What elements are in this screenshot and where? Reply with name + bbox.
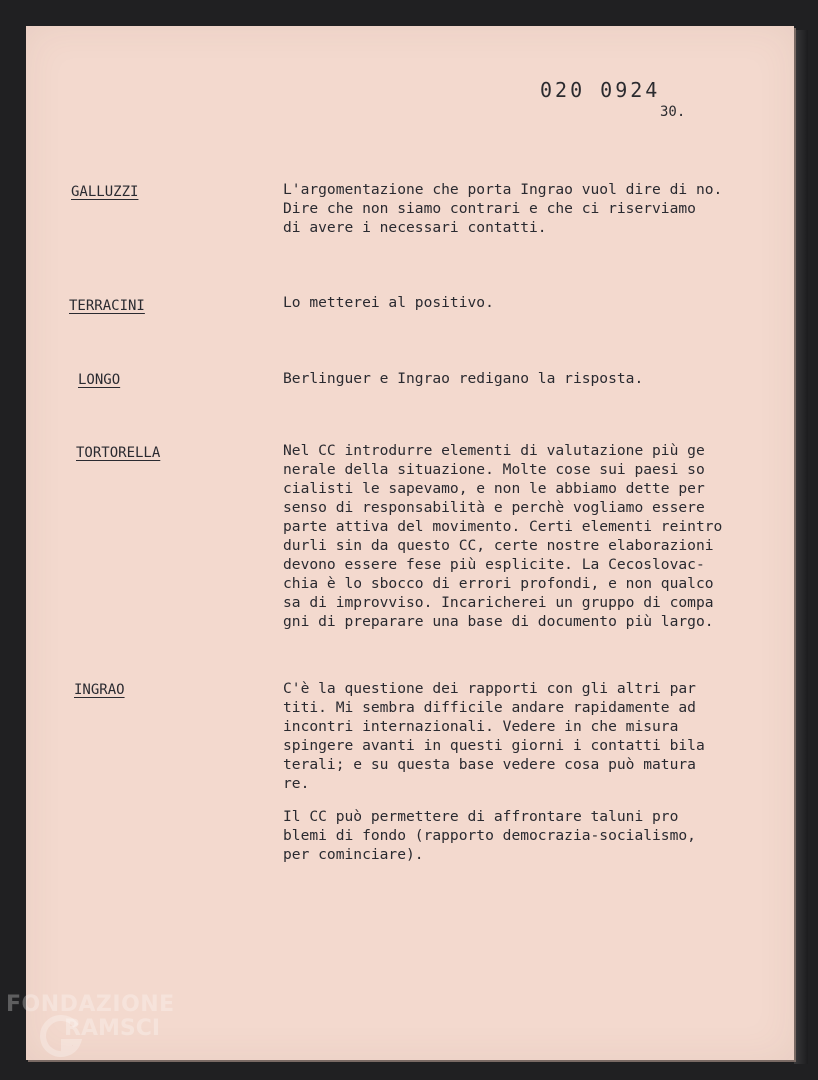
text-line: Berlinguer e Ingrao redigano la risposta. — [283, 370, 644, 387]
text-line: Nel CC introdurre elementi di valutazione più ge — [283, 442, 705, 459]
text-line: Dire che non siamo contrari e che ci riserviamo — [283, 200, 696, 217]
speaker-label: GALLUZZI — [71, 184, 139, 200]
text-line: devono essere fese più esplicite. La Cecoslovac- — [283, 556, 705, 573]
speaker-label: INGRAO — [74, 682, 125, 698]
document-number: 020 0924 — [540, 78, 661, 102]
text-line: Lo metterei al positivo. — [283, 294, 494, 311]
text-line: durli sin da questo CC, certe nostre elaborazioni — [283, 537, 714, 554]
text-line: incontri internazionali. Vedere in che misura — [283, 718, 679, 735]
text-line: blemi di fondo (rapporto democrazia-socialismo, — [283, 827, 696, 844]
speaker-statement — [283, 180, 773, 237]
text-line: C'è la questione dei rapporti con gli altri par — [283, 680, 696, 697]
speaker-statement — [283, 293, 773, 312]
text-line: per cominciare). — [283, 846, 424, 863]
speaker-statement — [283, 369, 773, 388]
text-line: terali; e su questa base vedere cosa può matura — [283, 756, 696, 773]
speaker-statement — [283, 441, 773, 631]
speaker-statement — [283, 679, 773, 864]
text-line: spingere avanti in questi giorni i contatti bila — [283, 737, 705, 754]
text-line: L'argomentazione che porta Ingrao vuol dire di no. — [283, 181, 723, 198]
page-number: 30. — [660, 104, 686, 120]
text-line: nerale della situazione. Molte cose sui paesi so — [283, 461, 705, 478]
logo-line-2: RAMSCI — [64, 1016, 161, 1041]
fondazione-gramsci-logo — [6, 992, 206, 1072]
text-line: titi. Mi sembra difficile andare rapidamente ad — [283, 699, 696, 716]
logo-line-1: FONDAZIONE — [6, 992, 175, 1017]
text-line: parte attiva del movimento. Certi elementi reintro — [283, 518, 723, 535]
text-line: gni di preparare una base di documento più largo. — [283, 613, 714, 630]
text-line: senso di responsabilità e perchè vogliamo essere — [283, 499, 705, 516]
text-line: di avere i necessari contatti. — [283, 219, 547, 236]
text-line: re. — [283, 775, 310, 792]
text-line: chia è lo sbocco di errori profondi, e non qualco — [283, 575, 714, 592]
speaker-label: TORTORELLA — [76, 445, 161, 461]
paper-edge — [794, 30, 808, 1064]
speaker-label: TERRACINI — [69, 298, 145, 314]
text-line: cialisti le sapevamo, e non le abbiamo dette per — [283, 480, 705, 497]
text-line: Il CC può permettere di affrontare taluni pro — [283, 808, 679, 825]
text-line: sa di improvviso. Incaricherei un gruppo di compa — [283, 594, 714, 611]
paragraph-gap — [283, 793, 773, 807]
speaker-label: LONGO — [78, 372, 121, 388]
